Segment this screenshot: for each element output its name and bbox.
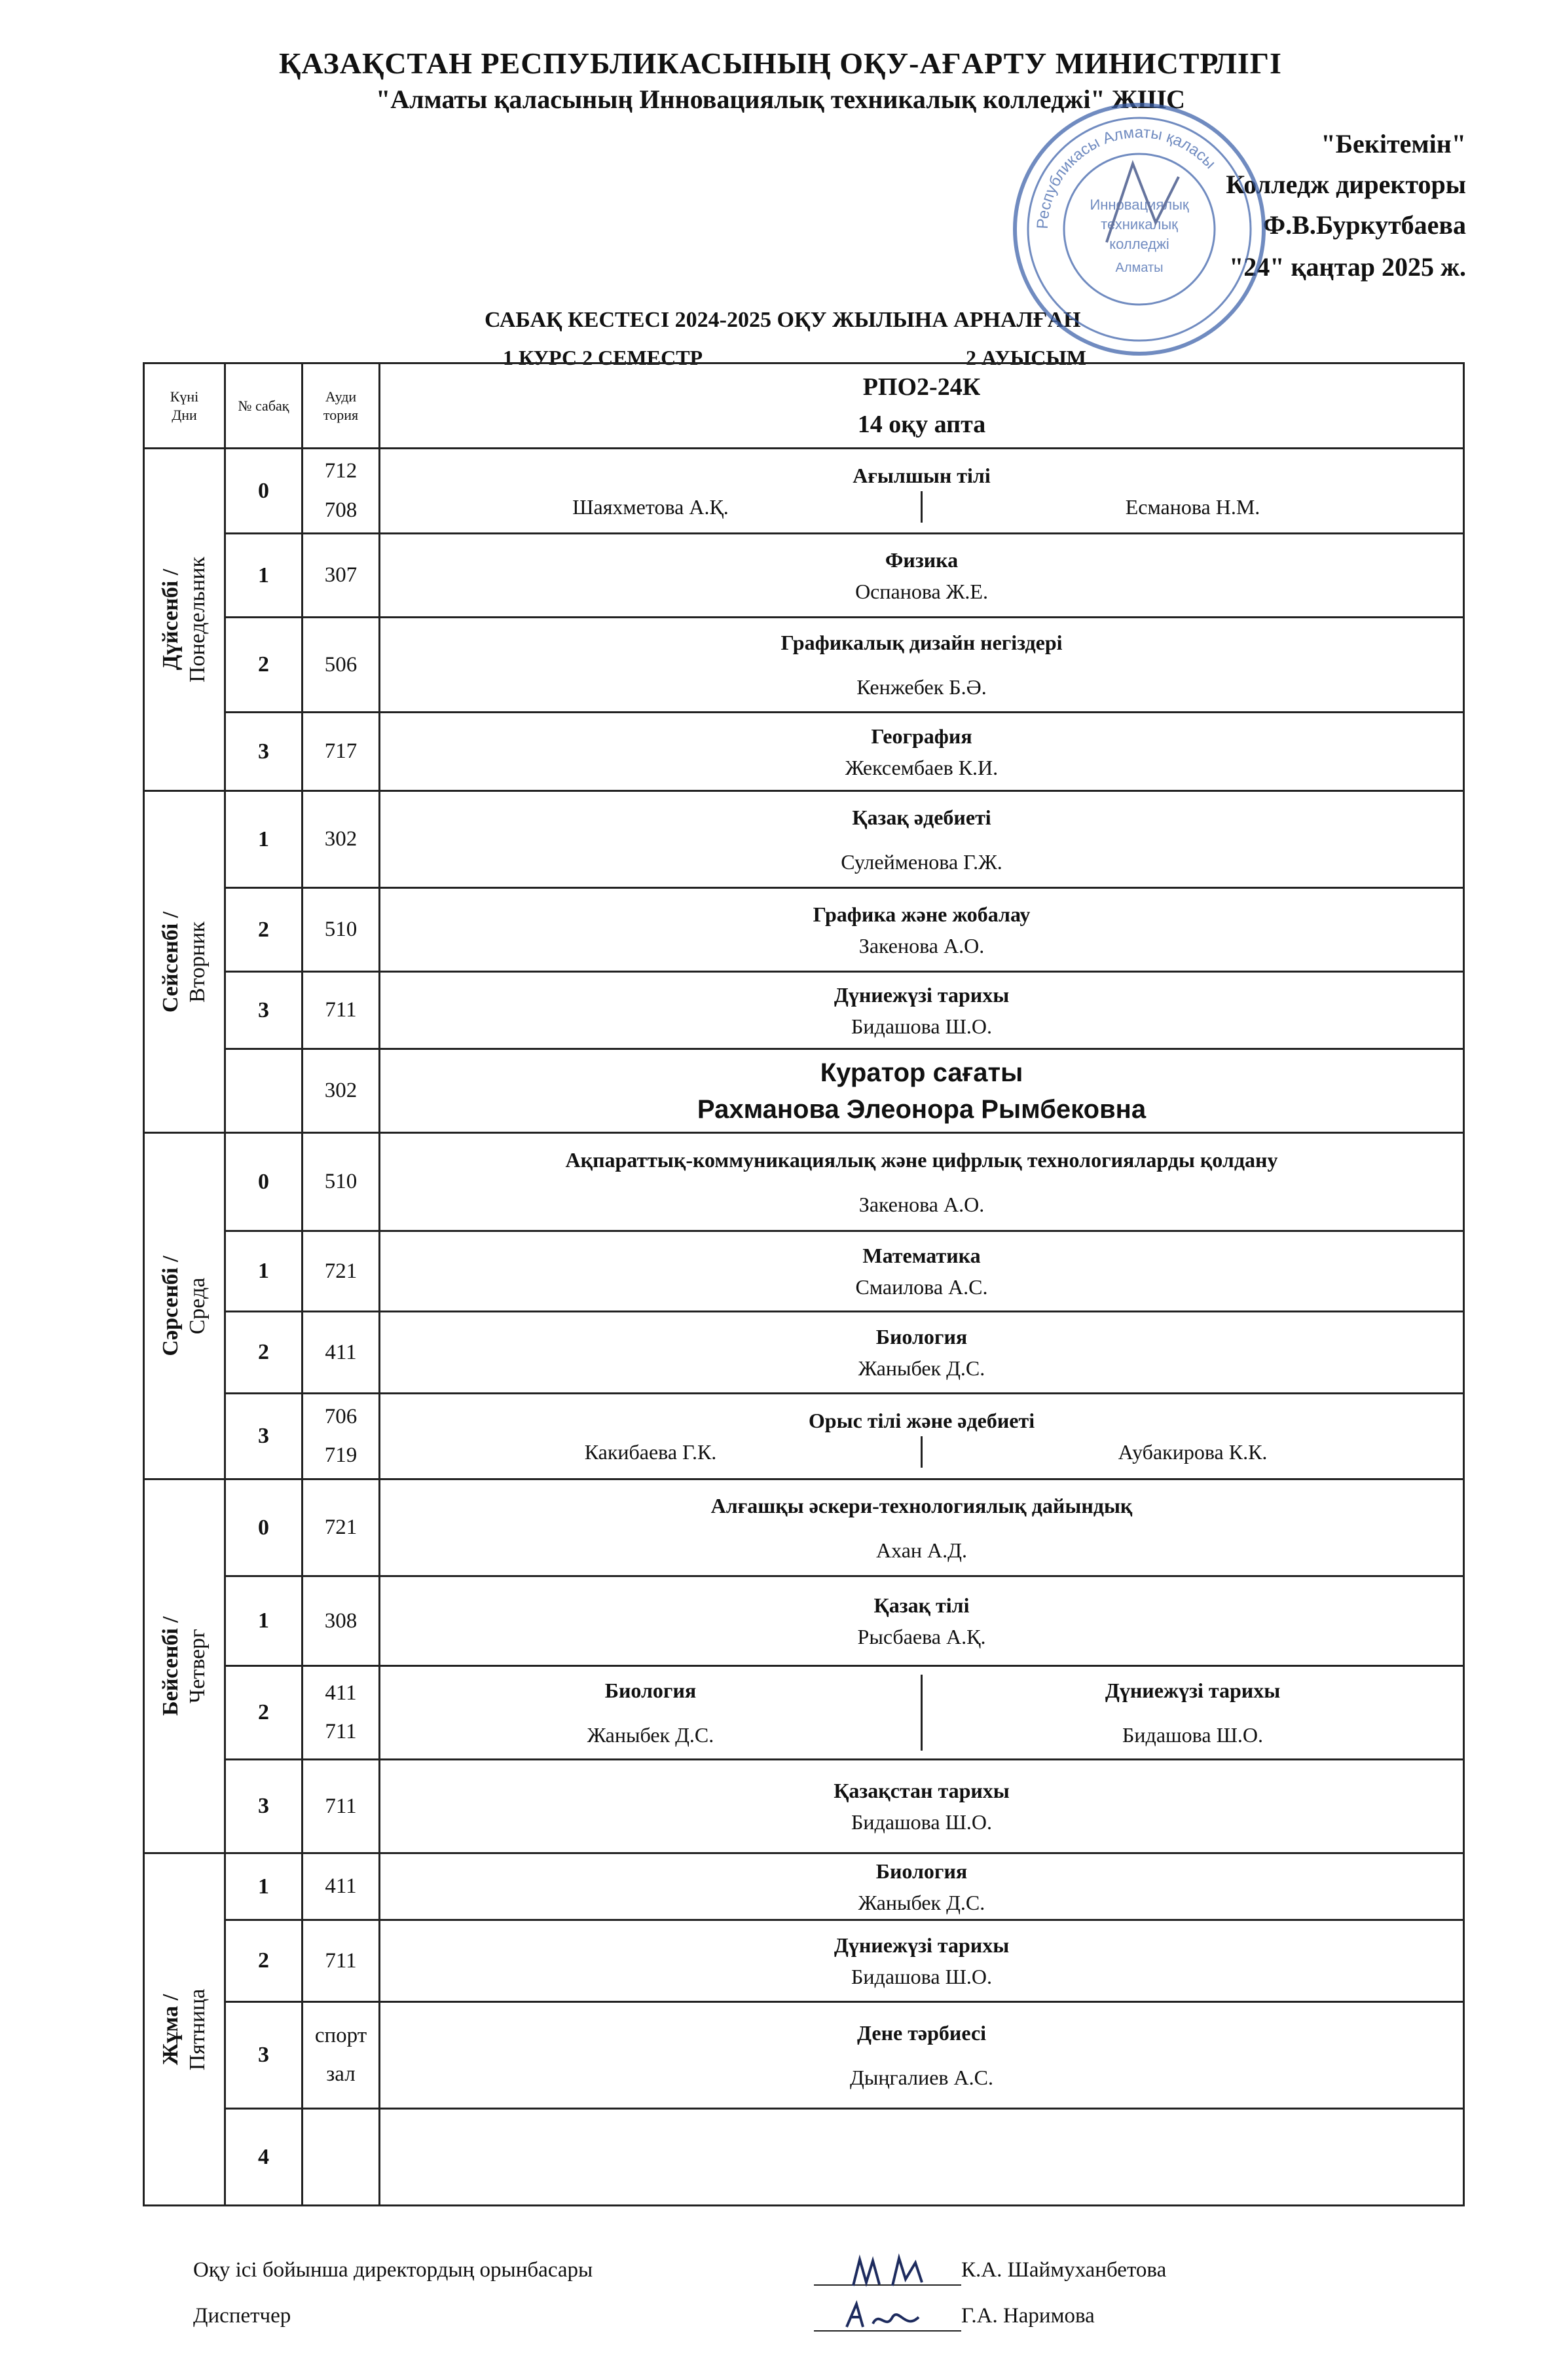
header-room: Ауди тория (303, 363, 380, 449)
table-header-row (144, 363, 1464, 449)
table-row (144, 972, 1464, 1049)
lesson-cell-split: Биология Жаныбек Д.С. Дүниежүзі тарихы Бидашова Ш.О. (380, 1666, 1464, 1760)
lesson-number: 2 (225, 1666, 303, 1760)
day-friday: Жұма / Пятница (144, 1853, 225, 2206)
lesson-number (225, 1049, 303, 1133)
table-row (144, 1133, 1464, 1231)
stamp-line-2: техникалық (1101, 216, 1178, 232)
dispatcher-role: Диспетчер (193, 2304, 291, 2328)
day-wednesday: Сәрсенбі / Среда (144, 1133, 225, 1479)
room: 721 (303, 1231, 380, 1312)
lesson-cell: Орыс тілі және әдебиеті Какибаева Г.К. Аубакирова К.К. (380, 1394, 1464, 1479)
college-name: "Алматы қаласының Инновациялық техникалық колледжі" ЖШС (376, 84, 1185, 114)
room: 721 (303, 1479, 380, 1576)
lesson-number: 3 (225, 713, 303, 791)
table-row (144, 534, 1464, 618)
table-row (144, 2002, 1464, 2109)
table-row (144, 618, 1464, 713)
stamp-line-1: Инновациялық (1090, 196, 1189, 213)
day-thursday: Бейсенбі / Четверг (144, 1479, 225, 1853)
lesson-number: 1 (225, 1231, 303, 1312)
stamp-outer-text: Республикасы Алматы қаласы (1033, 123, 1219, 230)
lesson-number: 2 (225, 1312, 303, 1394)
lesson-number: 0 (225, 1479, 303, 1576)
table-row (144, 1920, 1464, 2002)
lesson-cell: Графика және жобалау Закенова А.О. (380, 888, 1464, 972)
lesson-number: 1 (225, 791, 303, 888)
approval-name: Ф.В.Буркутбаева (1262, 210, 1466, 240)
curator-hour-cell: Куратор сағаты Рахманова Элеонора Рымбековна (380, 1049, 1464, 1133)
lesson-number: 2 (225, 1920, 303, 2002)
stamp-line-3: колледжі (1109, 236, 1169, 252)
approval-date: "24" қаңтар 2025 ж. (1229, 252, 1466, 282)
deputy-name: К.А. Шаймуханбетова (961, 2258, 1167, 2282)
table-row (144, 449, 1464, 534)
room: 706 719 (303, 1394, 380, 1479)
room: 510 (303, 888, 380, 972)
room: спорт зал (303, 2002, 380, 2109)
stamp-city: Алматы (1115, 261, 1164, 275)
lesson-cell: География Жексембаев К.И. (380, 713, 1464, 791)
room: 506 (303, 618, 380, 713)
deputy-role: Оқу ісі бойынша директордың орынбасары (193, 2258, 593, 2282)
room: 711 (303, 1760, 380, 1853)
table-row (144, 2109, 1464, 2206)
lesson-cell: Ағылшын тілі Шаяхметова А.Қ. Есманова Н.М. (380, 449, 1464, 534)
lesson-cell: Дене тәрбиесі Дыңгалиев А.С. (380, 2002, 1464, 2109)
lesson-number: 3 (225, 972, 303, 1049)
table-row (144, 1479, 1464, 1576)
lesson-cell: Графикалық дизайн негіздері Кенжебек Б.Ә. (380, 618, 1464, 713)
lesson-number: 3 (225, 2002, 303, 2109)
college-stamp (1002, 92, 1277, 367)
lesson-cell: Биология Жаныбек Д.С. (380, 1853, 1464, 1920)
dispatcher-signature (814, 2297, 958, 2337)
lesson-cell: Ақпараттық-коммуникациялық және цифрлық технологияларды қолдану Закенова А.О. (380, 1133, 1464, 1231)
table-row (144, 1576, 1464, 1666)
lesson-cell-empty (380, 2109, 1464, 2206)
room: 302 (303, 791, 380, 888)
lesson-number: 3 (225, 1760, 303, 1853)
room: 302 (303, 1049, 380, 1133)
lesson-cell: Қазақстан тарихы Бидашова Ш.О. (380, 1760, 1464, 1853)
approval-role: Колледж директоры (1226, 170, 1466, 199)
lesson-cell: Математика Смаилова А.С. (380, 1231, 1464, 1312)
header-lesson-number: № сабақ (225, 363, 303, 449)
room: 717 (303, 713, 380, 791)
table-row (144, 1394, 1464, 1479)
lesson-cell: Биология Жаныбек Д.С. (380, 1312, 1464, 1394)
header-day: Күні Дни (144, 363, 225, 449)
lesson-cell: Алғашқы әскери-технологиялық дайындық Ахан А.Д. (380, 1479, 1464, 1576)
lesson-number: 1 (225, 1853, 303, 1920)
header-group: РПО2-24К 14 оқу апта (380, 363, 1464, 449)
lesson-number: 3 (225, 1394, 303, 1479)
lesson-number: 0 (225, 1133, 303, 1231)
table-row (144, 791, 1464, 888)
room: 711 (303, 972, 380, 1049)
table-row (144, 1312, 1464, 1394)
ministry-title: ҚАЗАҚСТАН РЕСПУБЛИКАСЫНЫҢ ОҚУ-АҒАРТУ МИНИСТРЛІГІ (279, 46, 1282, 80)
lesson-number: 1 (225, 534, 303, 618)
room: 411 711 (303, 1666, 380, 1760)
room (303, 2109, 380, 2206)
room: 510 (303, 1133, 380, 1231)
schedule-title: САБАҚ КЕСТЕСІ 2024-2025 ОҚУ ЖЫЛЫНА АРНАЛҒАН (485, 308, 1081, 332)
lesson-number: 2 (225, 888, 303, 972)
lesson-cell: Дүниежүзі тарихы Бидашова Ш.О. (380, 1920, 1464, 2002)
room: 711 (303, 1920, 380, 2002)
lesson-number: 0 (225, 449, 303, 534)
table-row (144, 1049, 1464, 1133)
lesson-cell: Дүниежүзі тарихы Бидашова Ш.О. (380, 972, 1464, 1049)
table-row (144, 1853, 1464, 1920)
lesson-cell: Физика Оспанова Ж.Е. (380, 534, 1464, 618)
course-semester: 1 КУРС 2 СЕМЕСТР (503, 346, 703, 369)
table-row (144, 888, 1464, 972)
lesson-number: 2 (225, 618, 303, 713)
room: 411 (303, 1312, 380, 1394)
deputy-signature (814, 2253, 958, 2292)
lesson-number: 4 (225, 2109, 303, 2206)
room: 308 (303, 1576, 380, 1666)
svg-text:Республикасы Алматы қаласы (1034, 124, 1219, 229)
lesson-number: 1 (225, 1576, 303, 1666)
table-row (144, 1760, 1464, 1853)
day-monday: Дүйсенбі / Понедельник (144, 449, 225, 791)
room: 712 708 (303, 449, 380, 534)
day-tuesday: Сейсенбі / Вторник (144, 791, 225, 1133)
room: 411 (303, 1853, 380, 1920)
room: 307 (303, 534, 380, 618)
dispatcher-name: Г.А. Наримова (961, 2304, 1095, 2328)
table-row (144, 1231, 1464, 1312)
shift: 2 АУЫСЫМ (966, 346, 1086, 369)
approval-title: "Бекітемін" (1321, 129, 1466, 158)
lesson-cell: Қазақ әдебиеті Сулейменова Г.Ж. (380, 791, 1464, 888)
table-row (144, 713, 1464, 791)
lesson-cell: Қазақ тілі Рысбаева А.Қ. (380, 1576, 1464, 1666)
schedule-table (143, 362, 1465, 2206)
table-row (144, 1666, 1464, 1760)
